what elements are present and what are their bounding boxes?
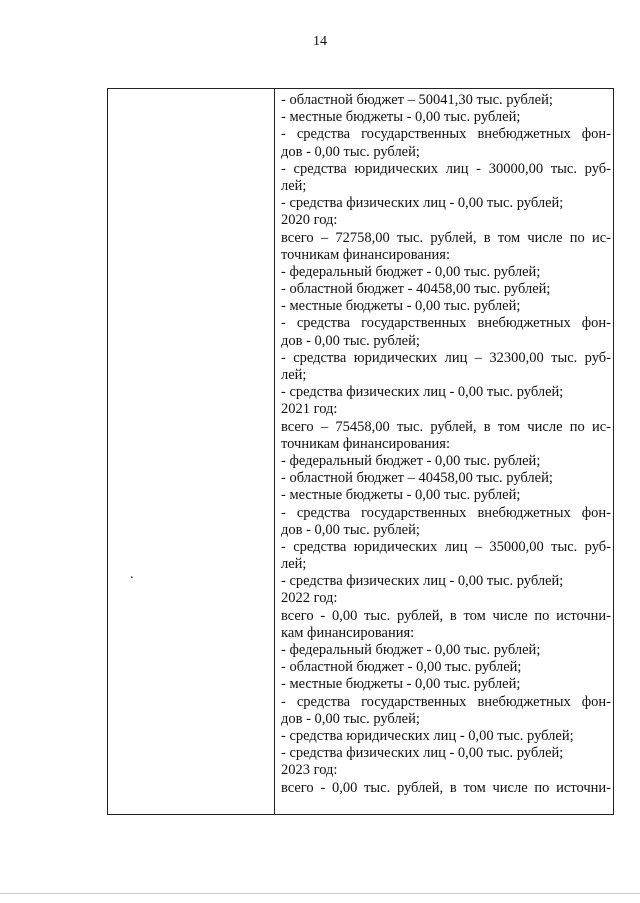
text-line: - федеральный бюджет - 0,00 тыс. рублей; bbox=[281, 263, 541, 280]
text-line: дов - 0,00 тыс. рублей; bbox=[281, 143, 420, 160]
text-line: 2021 год: bbox=[281, 401, 338, 418]
text-line: - средства физических лиц - 0,00 тыс. рублей; bbox=[281, 573, 564, 590]
text-line: - средства физических лиц - 0,00 тыс. рублей; bbox=[281, 195, 564, 212]
text-line: лей; bbox=[281, 367, 307, 383]
text-line: - средства юридических лиц - 30000,00 тыс. руб- bbox=[281, 160, 611, 177]
text-line: - средства физических лиц - 0,00 тыс. рублей; bbox=[281, 384, 564, 401]
text-line: - средства юридических лиц – 35000,00 тыс. руб- bbox=[281, 538, 611, 555]
text-line: дов - 0,00 тыс. рублей; bbox=[281, 521, 420, 538]
text-line: - местные бюджеты - 0,00 тыс. рублей; bbox=[281, 676, 521, 693]
text-line: всего – 72758,00 тыс. рублей, в том числе по ис- bbox=[281, 229, 611, 246]
text-line: - местные бюджеты - 0,00 тыс. рублей; bbox=[281, 298, 521, 315]
text-line: точникам финансирования: bbox=[281, 246, 451, 263]
text-line: - федеральный бюджет - 0,00 тыс. рублей; bbox=[281, 452, 541, 469]
text-line: лей; bbox=[281, 556, 307, 573]
text-line: - областной бюджет - 0,00 тыс. рублей; bbox=[281, 659, 522, 676]
text-line: - областной бюджет – 40458,00 тыс. рублей; bbox=[281, 470, 553, 487]
text-line: всего - 0,00 тыс. рублей, в том числе по источни- bbox=[281, 779, 611, 796]
bottom-rule bbox=[0, 893, 640, 894]
left-cell-mark: . bbox=[130, 567, 134, 582]
text-line: 2023 год: bbox=[281, 762, 338, 779]
text-line: - средства государственных внебюджетных фон- bbox=[281, 315, 611, 332]
text-line: - местные бюджеты - 0,00 тыс. рублей; bbox=[281, 487, 521, 504]
text-line: кам финансирования: bbox=[281, 624, 415, 641]
text-line: - средства юридических лиц - 0,00 тыс. рублей; bbox=[281, 727, 574, 744]
text-line: точникам финансирования: bbox=[281, 435, 451, 452]
financing-table bbox=[107, 88, 614, 815]
text-line: всего – 75458,00 тыс. рублей, в том числе по ис- bbox=[281, 418, 611, 435]
column-divider bbox=[274, 89, 275, 814]
text-line: - средства физических лиц - 0,00 тыс. рублей; bbox=[281, 745, 564, 762]
text-line: дов - 0,00 тыс. рублей; bbox=[281, 710, 420, 727]
financing-text-cell bbox=[281, 92, 611, 797]
page-number: 14 bbox=[313, 34, 327, 49]
text-line: - средства государственных внебюджетных фон- bbox=[281, 126, 611, 143]
text-line: всего - 0,00 тыс. рублей, в том числе по источни- bbox=[281, 607, 611, 624]
text-line: - средства юридических лиц – 32300,00 тыс. руб- bbox=[281, 349, 611, 366]
text-line: - областной бюджет – 50041,30 тыс. рублей; bbox=[281, 92, 553, 108]
text-line: дов - 0,00 тыс. рублей; bbox=[281, 332, 420, 349]
text-line: лей; bbox=[281, 177, 307, 194]
text-line: - областной бюджет - 40458,00 тыс. рублей; bbox=[281, 281, 551, 298]
text-line: - средства государственных внебюджетных фон- bbox=[281, 504, 611, 521]
text-line: - местные бюджеты - 0,00 тыс. рублей; bbox=[281, 109, 521, 126]
text-line: 2020 год: bbox=[281, 212, 338, 229]
text-line: 2022 год: bbox=[281, 590, 338, 607]
text-line: - средства государственных внебюджетных фон- bbox=[281, 693, 611, 710]
text-line: - федеральный бюджет - 0,00 тыс. рублей; bbox=[281, 642, 541, 658]
